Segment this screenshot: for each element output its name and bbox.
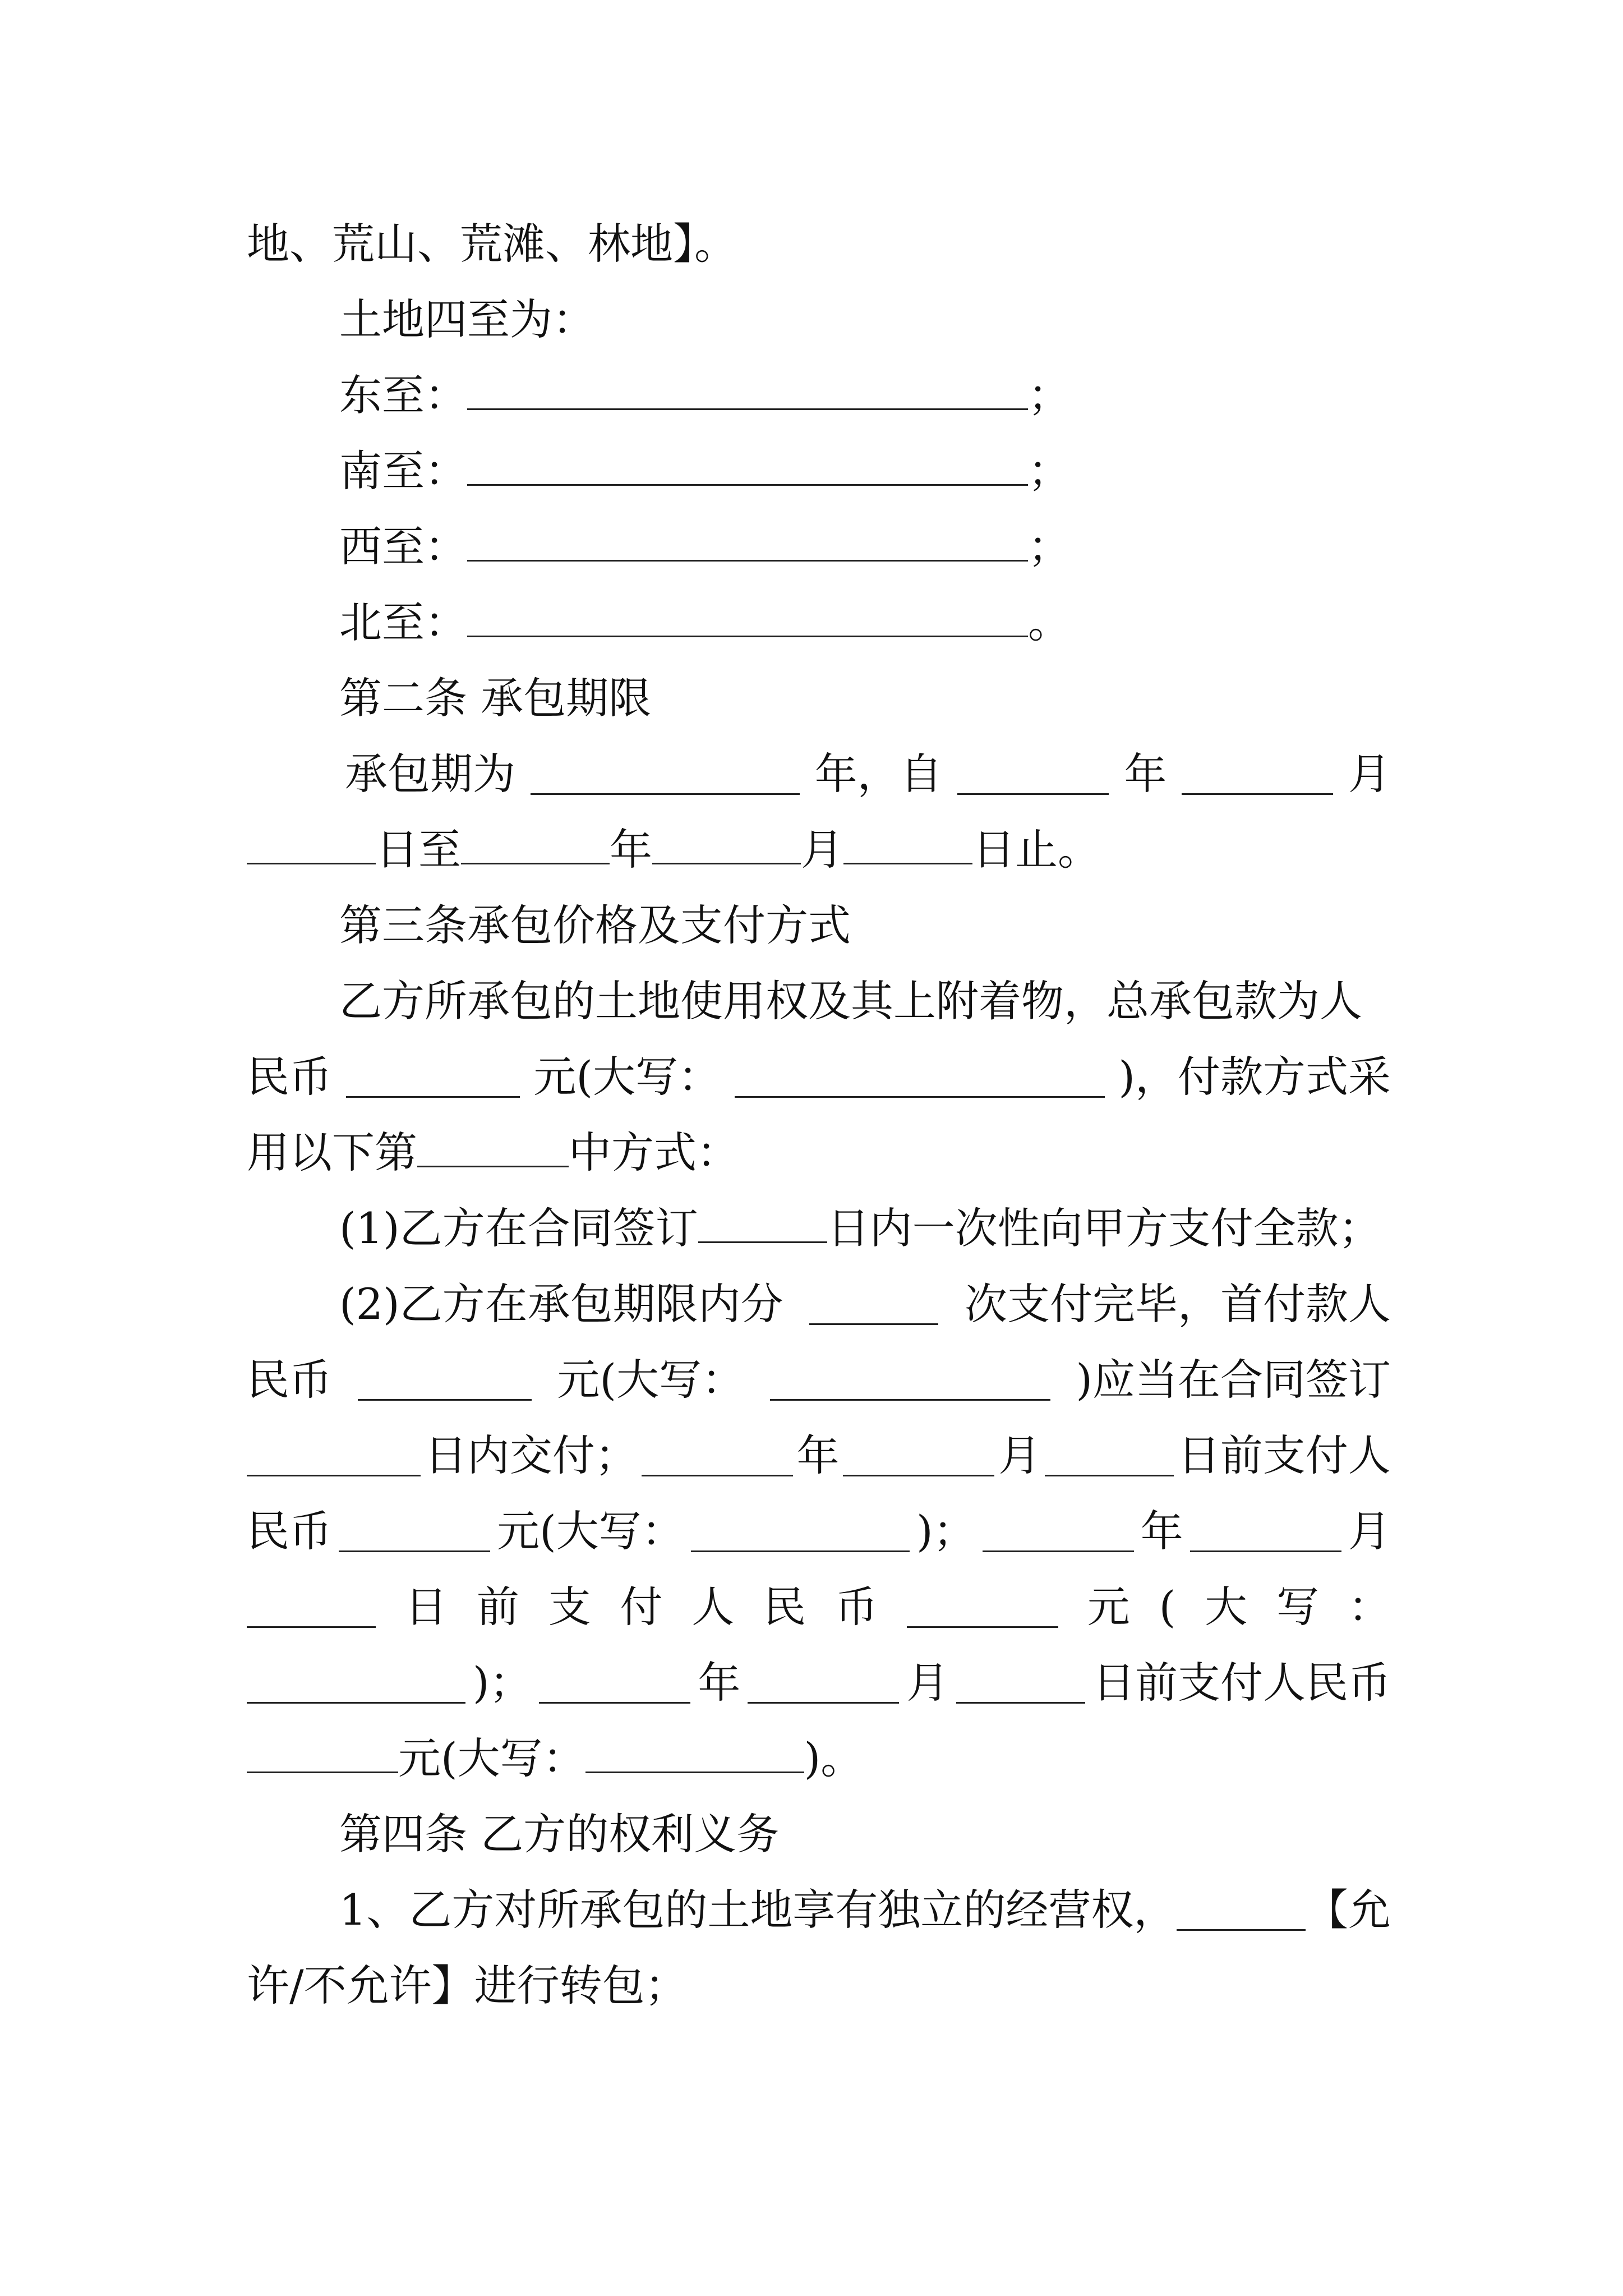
installment-2-words-blank — [247, 1663, 465, 1704]
text-line-20 — [247, 1652, 1391, 1714]
start-year-blank — [957, 754, 1109, 795]
text: (1)乙方在合同签订 — [339, 1203, 698, 1253]
text-char: ( — [1159, 1582, 1176, 1632]
text-line-21 — [247, 1728, 1391, 1789]
installment-1-amount-blank — [339, 1511, 490, 1552]
installment-1-year-blank — [642, 1435, 793, 1476]
text: 民币 — [247, 1506, 332, 1556]
text-line-17 — [247, 1425, 1391, 1487]
installment-2-day-blank — [247, 1587, 376, 1628]
text: 承包期为 — [345, 749, 515, 799]
text: 日内交付； — [424, 1430, 638, 1480]
east-boundary-line — [339, 365, 1391, 426]
south-boundary-line — [339, 440, 1391, 502]
punct: ； — [1028, 446, 1071, 496]
end-day-blank — [843, 823, 972, 864]
text: )应当在合同签订 — [1076, 1355, 1391, 1405]
text: 日内一次性向甲方支付全款； — [827, 1203, 1381, 1253]
installment-1-month-blank — [843, 1435, 994, 1476]
installment-2-month-blank — [1190, 1511, 1341, 1552]
text: 1、乙方对所承包的土地享有独立的经营权， — [339, 1885, 1177, 1935]
punct: ； — [1028, 370, 1071, 420]
installment-1-day-blank — [1045, 1435, 1174, 1476]
label: 北至： — [339, 597, 467, 647]
text: 地、荒山、荒滩、林地】。 — [247, 219, 737, 269]
text-line-9 — [247, 819, 1391, 881]
text: 民币 — [247, 1355, 332, 1405]
text-line-24 — [247, 1955, 1391, 2017]
installment-3-amount-blank — [247, 1732, 398, 1773]
text: 用以下第 — [247, 1128, 417, 1177]
text: )，付款方式采 — [1118, 1052, 1391, 1102]
text: 许/不允许】进行转包； — [247, 1961, 688, 2010]
text: )。 — [804, 1733, 864, 1783]
text-char: 民 — [763, 1582, 806, 1632]
text: (2)乙方在承包期限内分 — [339, 1279, 783, 1329]
text-line-16 — [247, 1349, 1391, 1411]
text-char: 币 — [835, 1582, 878, 1632]
payment-option-blank — [417, 1126, 569, 1167]
total-amount-blank — [346, 1057, 520, 1098]
west-boundary-line — [339, 516, 1391, 578]
label: 西至： — [339, 522, 467, 572]
text-line-18 — [247, 1501, 1391, 1562]
text: 年 — [610, 825, 652, 875]
text: 月 — [1348, 749, 1391, 799]
text: 土地四至为： — [339, 295, 595, 344]
text: 月 — [801, 825, 843, 875]
text-char: 前 — [476, 1582, 519, 1632]
down-payment-words-blank — [770, 1360, 1050, 1401]
total-amount-words-blank — [735, 1057, 1105, 1098]
installment-2-year-blank — [983, 1511, 1134, 1552]
subcontract-option-blank — [1177, 1890, 1306, 1931]
text: 年 — [796, 1430, 840, 1480]
text-char: 日 — [404, 1582, 448, 1632]
text: 次支付完毕，首付款人 — [965, 1279, 1391, 1329]
text-line-14 — [339, 1198, 1391, 1259]
end-month-blank — [652, 823, 801, 864]
installment-1-words-blank — [691, 1511, 910, 1552]
installment-2-amount-blank — [907, 1587, 1058, 1628]
west-boundary-blank — [467, 521, 1028, 562]
text-char: 元 — [1087, 1582, 1130, 1632]
label: 南至： — [339, 446, 467, 496]
text: 日止。 — [972, 825, 1100, 875]
text-line-19 — [247, 1576, 1391, 1638]
text: )； — [916, 1506, 976, 1556]
text: 中方式： — [569, 1128, 739, 1177]
heading-text: 第四条 乙方的权利义务 — [339, 1809, 780, 1859]
installment-3-day-blank — [956, 1663, 1085, 1704]
text: 民币 — [247, 1052, 332, 1102]
text: 月 — [998, 1430, 1041, 1480]
text: 元(大写： — [533, 1052, 721, 1102]
text-char: 写 — [1276, 1582, 1319, 1632]
text-line-13 — [247, 1122, 1391, 1184]
text: 【允 — [1305, 1885, 1391, 1935]
text: 乙方所承包的土地使用权及其上附着物，总承包款为人 — [339, 976, 1362, 1026]
lump-sum-days-blank — [698, 1202, 827, 1243]
article-2-heading — [339, 668, 1391, 729]
text-line-8 — [345, 743, 1391, 805]
term-years-blank — [531, 754, 800, 795]
down-payment-days-blank — [247, 1435, 421, 1476]
installment-3-year-blank — [539, 1663, 690, 1704]
text: 日前支付人 — [1177, 1430, 1391, 1480]
heading-text: 第二条 承包期限 — [339, 673, 652, 723]
text: 月 — [906, 1658, 949, 1708]
installment-3-words-blank — [585, 1732, 804, 1773]
text: 元(大写： — [557, 1355, 744, 1405]
start-month-blank — [1182, 754, 1333, 795]
installment-count-blank — [809, 1284, 938, 1325]
punct: ； — [1028, 522, 1071, 572]
down-payment-blank — [358, 1360, 532, 1401]
text: 年 — [1124, 749, 1167, 799]
article-4-heading — [339, 1803, 1391, 1865]
north-boundary-line — [339, 592, 1391, 654]
label: 东至： — [339, 370, 467, 420]
end-year-blank — [461, 823, 610, 864]
text-char: 大 — [1205, 1582, 1248, 1632]
installment-3-month-blank — [748, 1663, 899, 1704]
text-line-2 — [339, 289, 1391, 351]
east-boundary-blank — [467, 369, 1028, 410]
text-line-23 — [339, 1879, 1391, 1941]
heading-text: 第三条承包价格及支付方式 — [339, 900, 851, 950]
text-line-11 — [339, 970, 1391, 1032]
text-char: ： — [1348, 1582, 1391, 1632]
text: 日前支付人民币 — [1092, 1658, 1391, 1708]
text-line-12 — [247, 1046, 1391, 1108]
text-char: 人 — [691, 1582, 735, 1632]
text: 元(大写： — [398, 1733, 585, 1783]
text: 元(大写： — [497, 1506, 684, 1556]
punct: 。 — [1028, 597, 1071, 647]
article-3-heading — [339, 895, 1391, 956]
text: 年 — [1140, 1506, 1183, 1556]
text: )； — [472, 1658, 532, 1708]
text-line-1 — [247, 213, 1391, 275]
text-char: 付 — [620, 1582, 663, 1632]
text: 日至 — [376, 825, 461, 875]
text: 月 — [1348, 1506, 1391, 1556]
south-boundary-blank — [467, 445, 1028, 486]
text: 年 — [698, 1658, 741, 1708]
text: 年，自 — [814, 749, 943, 799]
text-char: 支 — [548, 1582, 591, 1632]
start-day-blank — [247, 823, 376, 864]
north-boundary-blank — [467, 596, 1028, 637]
text-line-15 — [339, 1273, 1391, 1335]
